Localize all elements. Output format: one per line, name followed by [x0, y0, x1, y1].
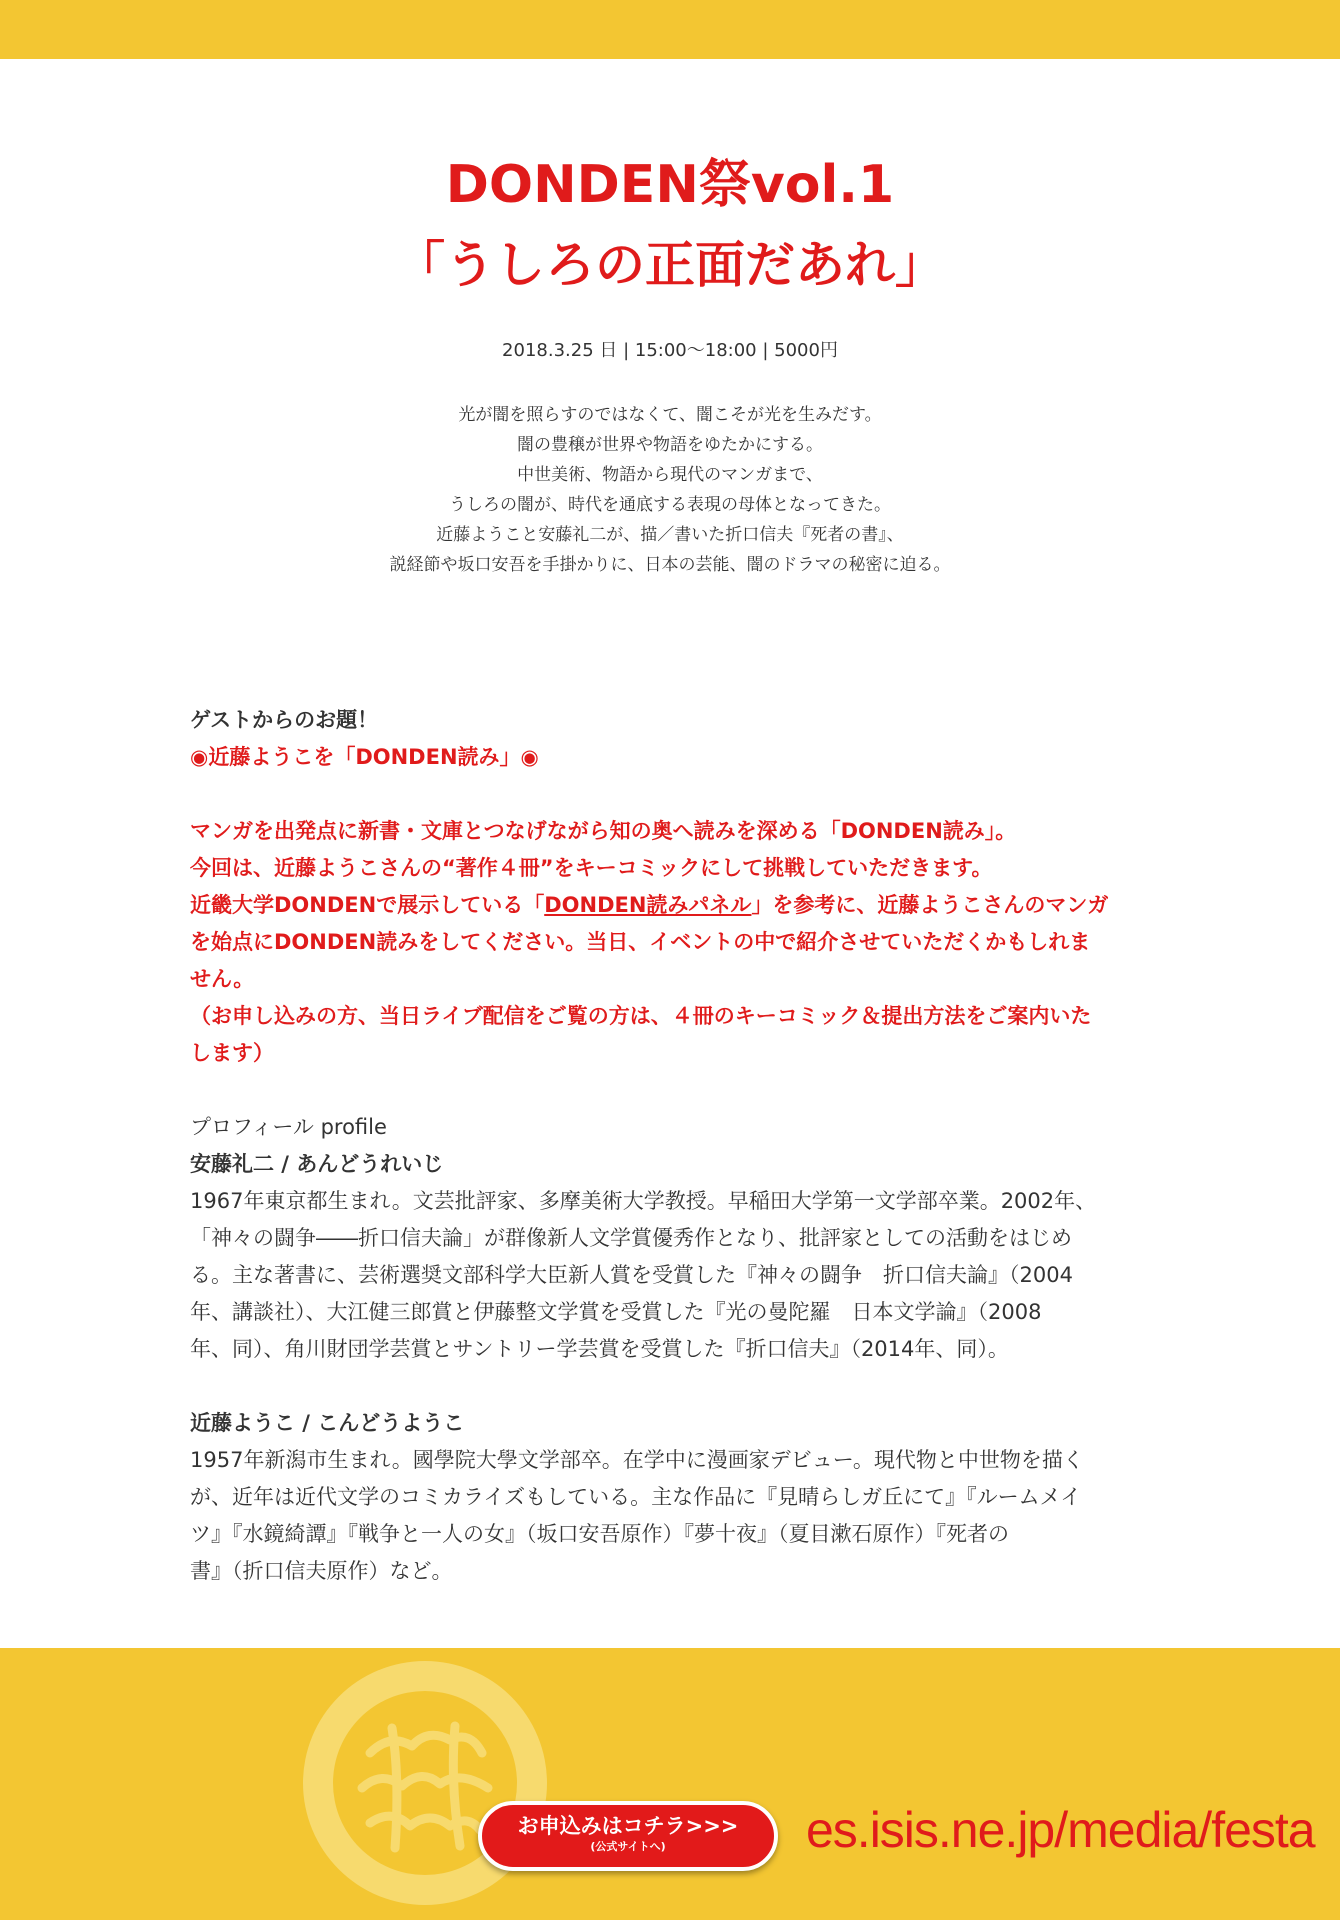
- guest-topic-text: 近畿大学DONDENで展示している「: [190, 893, 545, 917]
- intro-text: [0, 400, 1340, 580]
- main-content: [190, 702, 1155, 1590]
- apply-button-sublabel: (公式サイトへ): [590, 1840, 666, 1853]
- event-title: [0, 150, 1340, 304]
- guest-topic-line: マンガを出発点に新書・文庫とつなげながら知の奥へ読みを深める「DONDEN読み」。: [190, 819, 1017, 843]
- intro-line: 闇の豊穣が世界や物語をゆたかにする。: [517, 435, 823, 455]
- intro-line: うしろの闇が、時代を通底する表現の母体となってきた。: [449, 495, 891, 515]
- kondo-bio-line: 書』（折口信夫原作）など。: [190, 1559, 453, 1583]
- guest-topic-line: せん。: [190, 967, 255, 991]
- festa-url-link[interactable]: es.isis.ne.jp/media/festa: [806, 1802, 1315, 1858]
- event-title-line2: 「うしろの正面だあれ」: [395, 236, 945, 294]
- kondo-name: 近藤ようこ / こんどうようこ: [190, 1411, 465, 1435]
- kondo-bio-line: 1957年新潟市生まれ。國學院大學文学部卒。在学中に漫画家デビュー。現代物と中世物を描く: [190, 1448, 1084, 1472]
- guest-topic-line: （お申し込みの方、当日ライブ配信をご覧の方は、４冊のキーコミック＆提出方法をご案内いた: [190, 1004, 1092, 1028]
- guest-topic-line: します）: [190, 1041, 274, 1065]
- guest-topic-heading: ゲストからのお題！: [190, 708, 379, 732]
- guest-topic-line: を始点にDONDEN読みをしてください。当日、イベントの中で紹介させていただくかもしれま: [190, 930, 1091, 954]
- ando-bio-line: 1967年東京都生まれ。文芸批評家、多摩美術大学教授。早稲田大学第一文学部卒業。2002年、: [190, 1189, 1097, 1213]
- top-yellow-band: [0, 0, 1340, 59]
- intro-line: 光が闇を照らすのではなくて、闇こそが光を生みだす。: [458, 405, 882, 425]
- profile-heading: プロフィール profile: [190, 1115, 387, 1139]
- bottom-yellow-band: [0, 1648, 1340, 1920]
- kondo-bio-line: が、近年は近代文学のコミカライズもしている。主な作品に『見晴らしガ丘にて』『ルームメイ: [190, 1485, 1082, 1509]
- ando-bio-line: 「神々の闘争――折口信夫論」が群像新人文学賞優秀作となり、批評家としての活動をはじめ: [190, 1226, 1072, 1250]
- event-meta: 2018.3.25 日 | 15:00〜18:00 | 5000円: [502, 340, 838, 361]
- event-title-line1: DONDEN祭vol.1: [445, 155, 895, 215]
- ando-bio-line: る。主な著書に、芸術選奨文部科学大臣新人賞を受賞した『神々の闘争 折口信夫論』（2004: [190, 1263, 1073, 1287]
- intro-line: 説経節や坂口安吾を手掛かりに、日本の芸能、闇のドラマの秘密に迫る。: [389, 555, 951, 575]
- ando-bio-line: 年、講談社）、大江健三郎賞と伊藤整文学賞を受賞した『光の曼陀羅 日本文学論』（2008: [190, 1300, 1042, 1324]
- apply-button[interactable]: [478, 1801, 778, 1871]
- guest-topic-text: 」を参考に、近藤ようこさんのマンガ: [751, 893, 1109, 917]
- guest-topic-line: 今回は、近藤ようこさんの“著作４冊”をキーコミックにして挑戦していただきます。: [190, 856, 993, 880]
- ando-name: 安藤礼二 / あんどうれいじ: [190, 1152, 444, 1176]
- apply-button-label: お申込みはコチラ>>>: [517, 1814, 739, 1838]
- intro-line: 中世美術、物語から現代のマンガまで、: [517, 465, 823, 485]
- guest-topic-line: [190, 887, 1155, 924]
- ando-bio-line: 年、同）、角川財団学芸賞とサントリー学芸賞を受賞した『折口信夫』（2014年、同）。: [190, 1337, 1009, 1361]
- intro-line: 近藤ようこと安藤礼二が、描／書いた折口信夫『死者の書』、: [436, 525, 904, 545]
- donden-panel-link[interactable]: DONDEN読みパネル: [544, 893, 752, 917]
- kondo-bio-line: ツ』『水鏡綺譚』『戦争と一人の女』（坂口安吾原作）『夢十夜』（夏目漱石原作）『死者の: [190, 1522, 1009, 1546]
- guest-topic-subheading: ◉近藤ようこを「DONDEN読み」◉: [190, 745, 539, 769]
